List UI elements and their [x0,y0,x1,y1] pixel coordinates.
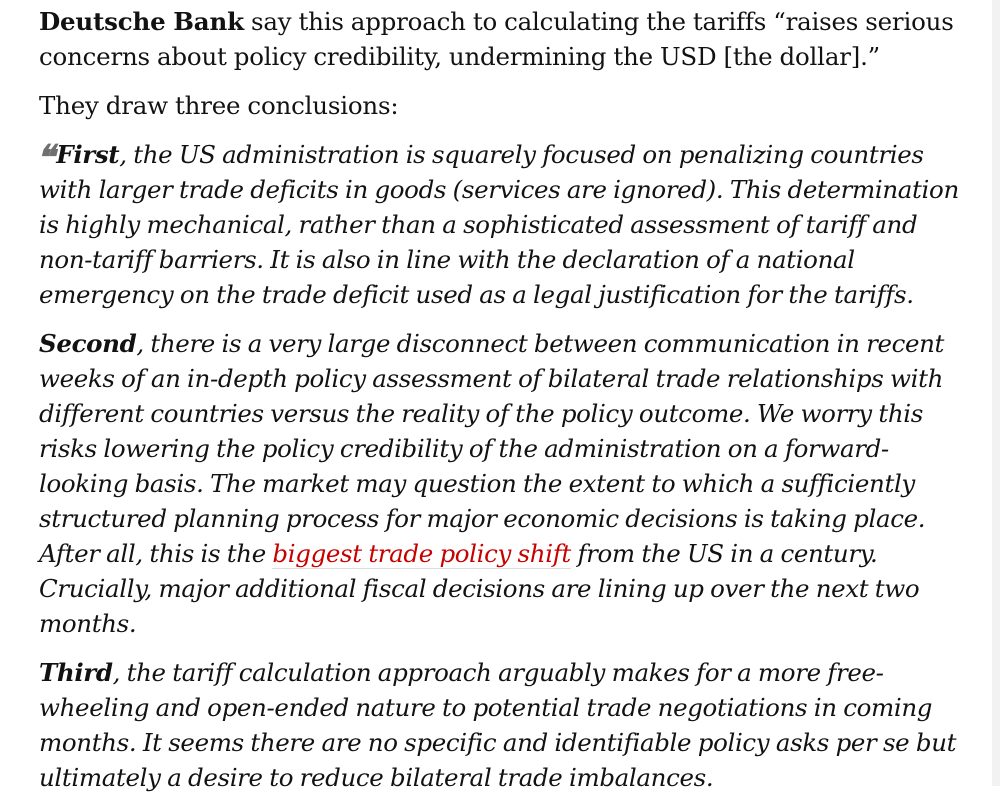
page-edge [992,0,1000,786]
first-text: , the US administration is squarely focused on penalizing countries with larger trade deficits in goods (services are ignored). This determination is highly mechanical, rather than a sophisticated assessment of tariff and non-tariff barriers. It is also in line with the declaration of a national emergency on the trade deficit used as a legal justification for the tariffs. [39,140,959,309]
first-lead: First [56,140,120,169]
article-body [33,4,959,809]
third-text: , the tariff calculation approach arguably makes for a more free-wheeling and open-ended nature to potential trade negotiations in coming months. It seems there are no specific and identifiable policy asks per se but ultimately a desire to reduce bilateral trade imbalances. [39,658,957,792]
source-name: Deutsche Bank [39,7,244,36]
third-lead: Third [39,658,113,687]
blockquote [33,137,959,795]
quote-mark-icon: ❝ [33,138,60,178]
second-text-after: from the US in a century. Crucially, major additional fiscal decisions are lining up over the next two months. [39,539,920,638]
lead-in-paragraph: They draw three conclusions: [39,91,399,120]
second-text-before: , there is a very large disconnect between communication in recent weeks of an in-depth policy assessment of bilateral trade relationships with different countries versus the reality of the policy outcome. We worry this risks lowering the policy credibility of the administration on a forward-looking basis. The market may question the extent to which a sufficiently structured planning process for major economic decisions is taking place. After all, this is the [39,329,945,568]
intro-paragraph [39,4,959,74]
quote-paragraph-second [39,326,959,641]
quote-paragraph-first [33,137,959,312]
intro-text: say this approach to calculating the tariffs “raises serious concerns about policy credibility, undermining the USD [the dollar].” [39,7,954,71]
quote-paragraph-third [39,655,959,795]
trade-policy-shift-link[interactable]: biggest trade policy shift [272,539,571,568]
second-lead: Second [39,329,137,358]
